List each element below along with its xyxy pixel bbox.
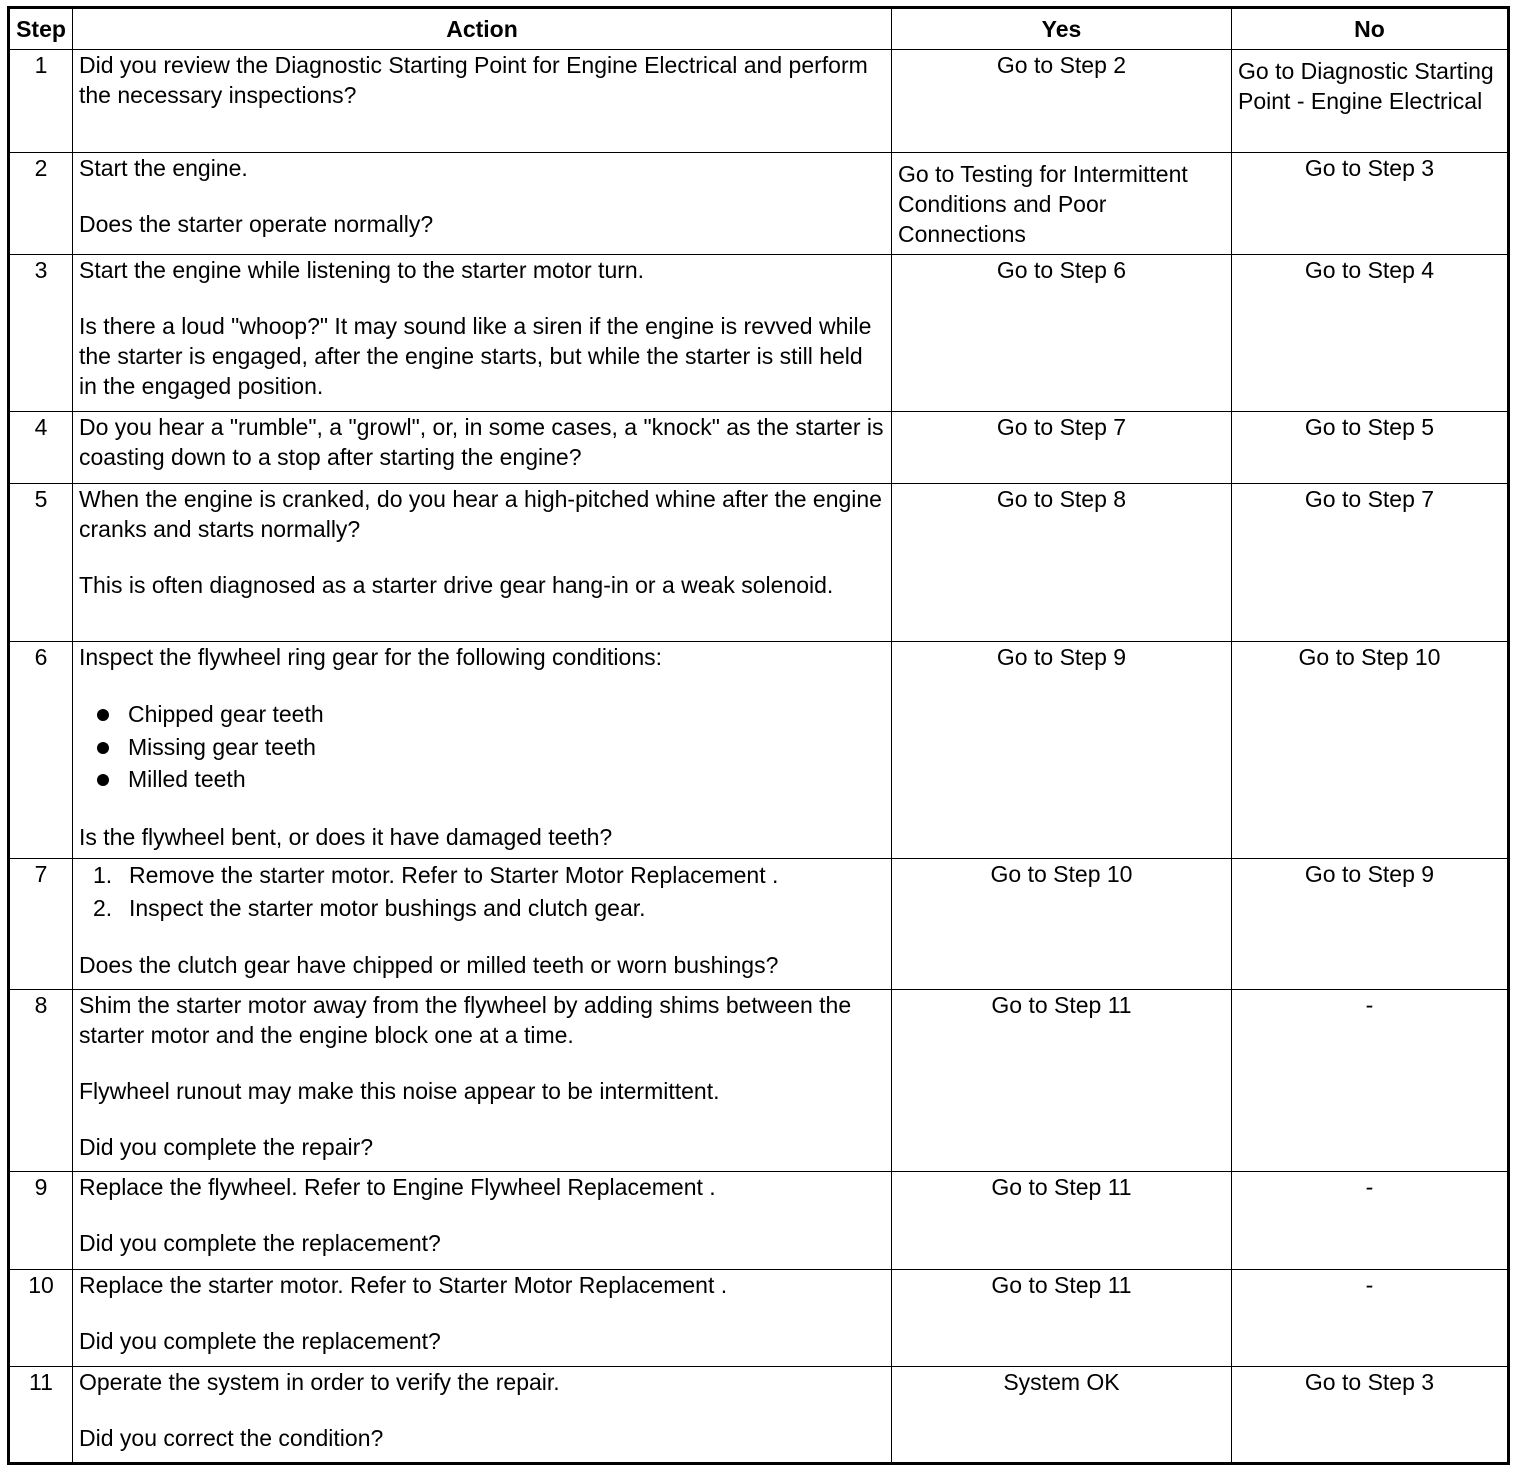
- table-row: [9, 153, 1509, 255]
- no-cell: Go to Step 10: [1232, 642, 1509, 859]
- yes-cell: Go to Step 2: [892, 50, 1232, 153]
- action-text: Operate the system in order to verify the repair.: [79, 1369, 560, 1395]
- no-cell: -: [1232, 990, 1509, 1172]
- action-cell: [73, 1367, 892, 1464]
- action-question: When the engine is cranked, do you hear a high-pitched whine after the engine cranks and starts normally?: [79, 486, 882, 542]
- action-text: Start the engine.: [79, 155, 248, 181]
- no-cell: Go to Step 3: [1232, 1367, 1509, 1464]
- procedure-list: [79, 859, 885, 924]
- action-question: Did you correct the condition?: [79, 1425, 384, 1451]
- list-item-label: Milled teeth: [128, 766, 246, 792]
- action-cell: [73, 50, 892, 153]
- action-text: Inspect the flywheel ring gear for the following conditions:: [79, 644, 662, 670]
- no-cell: -: [1232, 1270, 1509, 1367]
- diagnostic-table: [7, 6, 1510, 1465]
- step-number: 7: [9, 859, 73, 990]
- bullet-icon: [97, 742, 109, 754]
- action-question: Did you complete the replacement?: [79, 1328, 441, 1354]
- action-text: Did you review the Diagnostic Starting Point for Engine Electrical and perform the necessary inspections?: [79, 52, 868, 108]
- action-text: Replace the flywheel. Refer to Engine Flywheel Replacement .: [79, 1174, 716, 1200]
- no-cell: Go to Diagnostic Starting Point - Engine Electrical: [1232, 50, 1509, 153]
- table-row: [9, 1172, 1509, 1270]
- table-row: [9, 484, 1509, 642]
- action-text: Start the engine while listening to the starter motor turn.: [79, 257, 645, 283]
- table-row: [9, 50, 1509, 153]
- action-question: Do you hear a "rumble", a "growl", or, in some cases, a "knock" as the starter is coasting down to a stop after starting the engine?: [79, 414, 884, 470]
- action-cell: [73, 990, 892, 1172]
- header-action: Action: [73, 8, 892, 50]
- step-number: 9: [9, 1172, 73, 1270]
- header-step: Step: [9, 8, 73, 50]
- table-row: [9, 859, 1509, 990]
- action-question: Is there a loud "whoop?" It may sound like a siren if the engine is revved while the starter is engaged, after the engine starts, but while the starter is still held in the engaged position.: [79, 313, 872, 399]
- step-number: 11: [9, 1367, 73, 1464]
- yes-cell: Go to Step 10: [892, 859, 1232, 990]
- action-text: Shim the starter motor away from the flywheel by adding shims between the starter motor and the engine block one at a time.: [79, 992, 852, 1048]
- yes-cell: Go to Step 11: [892, 1270, 1232, 1367]
- step-number: 5: [9, 484, 73, 642]
- no-cell: Go to Step 4: [1232, 255, 1509, 412]
- no-cell: Go to Step 5: [1232, 412, 1509, 484]
- action-note: This is often diagnosed as a starter drive gear hang-in or a weak solenoid.: [79, 572, 834, 598]
- header-yes: Yes: [892, 8, 1232, 50]
- list-item: [79, 892, 885, 925]
- action-cell: [73, 484, 892, 642]
- yes-cell: Go to Step 6: [892, 255, 1232, 412]
- action-cell: [73, 1270, 892, 1367]
- no-cell: -: [1232, 1172, 1509, 1270]
- step-number: 8: [9, 990, 73, 1172]
- no-cell: Go to Step 7: [1232, 484, 1509, 642]
- list-item-label: Remove the starter motor. Refer to Starter Motor Replacement .: [129, 862, 779, 888]
- yes-cell: Go to Step 11: [892, 990, 1232, 1172]
- list-item: [79, 731, 885, 764]
- step-number: 4: [9, 412, 73, 484]
- table-row: [9, 1270, 1509, 1367]
- no-cell: Go to Step 9: [1232, 859, 1509, 990]
- yes-cell: Go to Step 9: [892, 642, 1232, 859]
- step-number: 1: [9, 50, 73, 153]
- list-item: [79, 698, 885, 731]
- action-text: Replace the starter motor. Refer to Starter Motor Replacement .: [79, 1272, 728, 1298]
- list-item-label: Chipped gear teeth: [128, 701, 324, 727]
- no-cell: Go to Step 3: [1232, 153, 1509, 255]
- list-item-label: Missing gear teeth: [128, 733, 316, 760]
- condition-list: [79, 698, 885, 796]
- step-number: 6: [9, 642, 73, 859]
- list-item: [79, 859, 885, 892]
- action-cell: [73, 642, 892, 859]
- action-question: Did you complete the repair?: [79, 1134, 374, 1160]
- list-item-number: 2.: [93, 894, 113, 921]
- action-question: Is the flywheel bent, or does it have damaged teeth?: [79, 823, 613, 850]
- list-item: [79, 763, 885, 796]
- table-row: [9, 642, 1509, 859]
- action-cell: [73, 1172, 892, 1270]
- yes-cell: Go to Step 11: [892, 1172, 1232, 1270]
- step-number: 2: [9, 153, 73, 255]
- action-cell: [73, 255, 892, 412]
- yes-cell: Go to Testing for Intermittent Conditions and Poor Connections: [892, 153, 1232, 255]
- action-note: Flywheel runout may make this noise appear to be intermittent.: [79, 1078, 720, 1104]
- table-header-row: [9, 8, 1509, 50]
- action-cell: [73, 859, 892, 990]
- action-cell: [73, 153, 892, 255]
- step-number: 10: [9, 1270, 73, 1367]
- action-question: Does the starter operate normally?: [79, 211, 434, 237]
- list-item-label: Inspect the starter motor bushings and clutch gear.: [129, 894, 646, 921]
- yes-cell: Go to Step 8: [892, 484, 1232, 642]
- table-row: [9, 255, 1509, 412]
- action-cell: [73, 412, 892, 484]
- action-question: Does the clutch gear have chipped or milled teeth or worn bushings?: [79, 952, 779, 978]
- table-row: [9, 990, 1509, 1172]
- bullet-icon: [97, 709, 109, 721]
- table-row: [9, 1367, 1509, 1464]
- step-number: 3: [9, 255, 73, 412]
- table-row: [9, 412, 1509, 484]
- header-no: No: [1232, 8, 1509, 50]
- yes-cell: System OK: [892, 1367, 1232, 1464]
- list-item-number: 1.: [93, 862, 113, 888]
- action-question: Did you complete the replacement?: [79, 1230, 441, 1256]
- bullet-icon: [97, 774, 109, 786]
- yes-cell: Go to Step 7: [892, 412, 1232, 484]
